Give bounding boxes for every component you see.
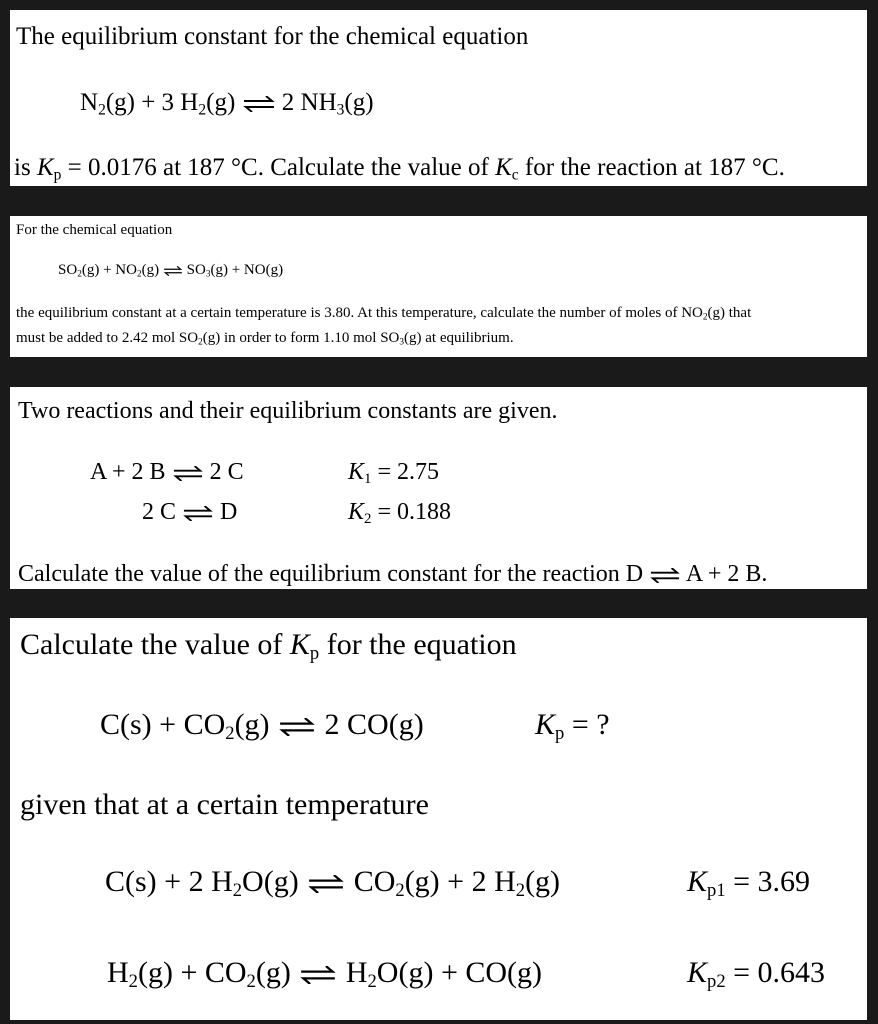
equilibrium-arrow-icon bbox=[242, 96, 276, 112]
problem-3-k1: $K_1 = 2.75$ bbox=[348, 459, 439, 488]
problem-2-intro: For the chemical equation bbox=[16, 222, 173, 238]
problem-3-question: Calculate the value of the equilibrium constant for the reaction D A + 2 B. bbox=[18, 561, 768, 587]
problem-4-main-k: $K_p$ = ? bbox=[535, 708, 610, 745]
problem-4-reaction-1: C(s) + 2 $H_2O(g)$ $CO_2(g) + 2$ $H_2(g)$ bbox=[105, 865, 561, 902]
equilibrium-arrow-icon bbox=[163, 266, 183, 276]
problem-3-intro: Two reactions and their equilibrium constants are given. bbox=[18, 398, 558, 424]
problem-4-kp2: $K_{p2} = 0.643$ bbox=[687, 956, 826, 993]
problem-2-reaction: $SO_2(g) + NO_2(g)$ $SO_3(g) + NO(g)$ bbox=[58, 262, 284, 280]
problem-2-text-line-2: must be added to 2.42 mol $SO_2(g)$ in order to form 1.10 mol $SO_3(g)$ at equilibrium. bbox=[16, 330, 514, 348]
problem-1-question: is $K_p = 0.0176$ at 187 °C. Calculate the value of $K_c$ for the reaction at 187 °C. bbox=[14, 154, 785, 184]
problem-4-kp1: $K_{p1} = 3.69$ bbox=[687, 865, 811, 902]
problem-3-k2: $K_2 = 0.188$ bbox=[348, 499, 451, 528]
problem-1-intro: The equilibrium constant for the chemical equation bbox=[16, 23, 529, 50]
problem-3-reaction-1: A + 2 B 2 C bbox=[90, 459, 244, 485]
problem-1-panel bbox=[10, 10, 867, 186]
problem-3-reaction-2: 2 C D bbox=[142, 499, 238, 525]
problem-2-text-line-1: the equilibrium constant at a certain temperature is 3.80. At this temperature, calculate the number of moles of $NO_2(g)$ that bbox=[16, 305, 752, 323]
equilibrium-arrow-icon bbox=[649, 568, 681, 583]
equilibrium-arrow-icon bbox=[306, 875, 346, 893]
problem-4-intro: Calculate the value of $K_p$ for the equation bbox=[20, 628, 517, 665]
problem-1-reaction: $N_2(g) + 3$ $H_2(g)$ 2 $NH_3(g)$ bbox=[80, 89, 374, 119]
equilibrium-arrow-icon bbox=[277, 718, 317, 736]
equilibrium-arrow-icon bbox=[172, 466, 204, 481]
problem-4-panel bbox=[10, 618, 867, 1020]
equilibrium-arrow-icon bbox=[298, 966, 338, 984]
problem-3-panel bbox=[10, 387, 867, 589]
problem-4-reaction-2: $H_2(g) + CO_2(g)$ $H_2O(g) + CO(g)$ bbox=[107, 956, 543, 993]
problem-4-main-reaction: $C(s) + CO_2(g)$ 2 CO(g) bbox=[100, 708, 424, 745]
equilibrium-arrow-icon bbox=[182, 506, 214, 521]
problem-2-panel bbox=[10, 216, 867, 357]
problem-4-given: given that at a certain temperature bbox=[20, 788, 429, 821]
